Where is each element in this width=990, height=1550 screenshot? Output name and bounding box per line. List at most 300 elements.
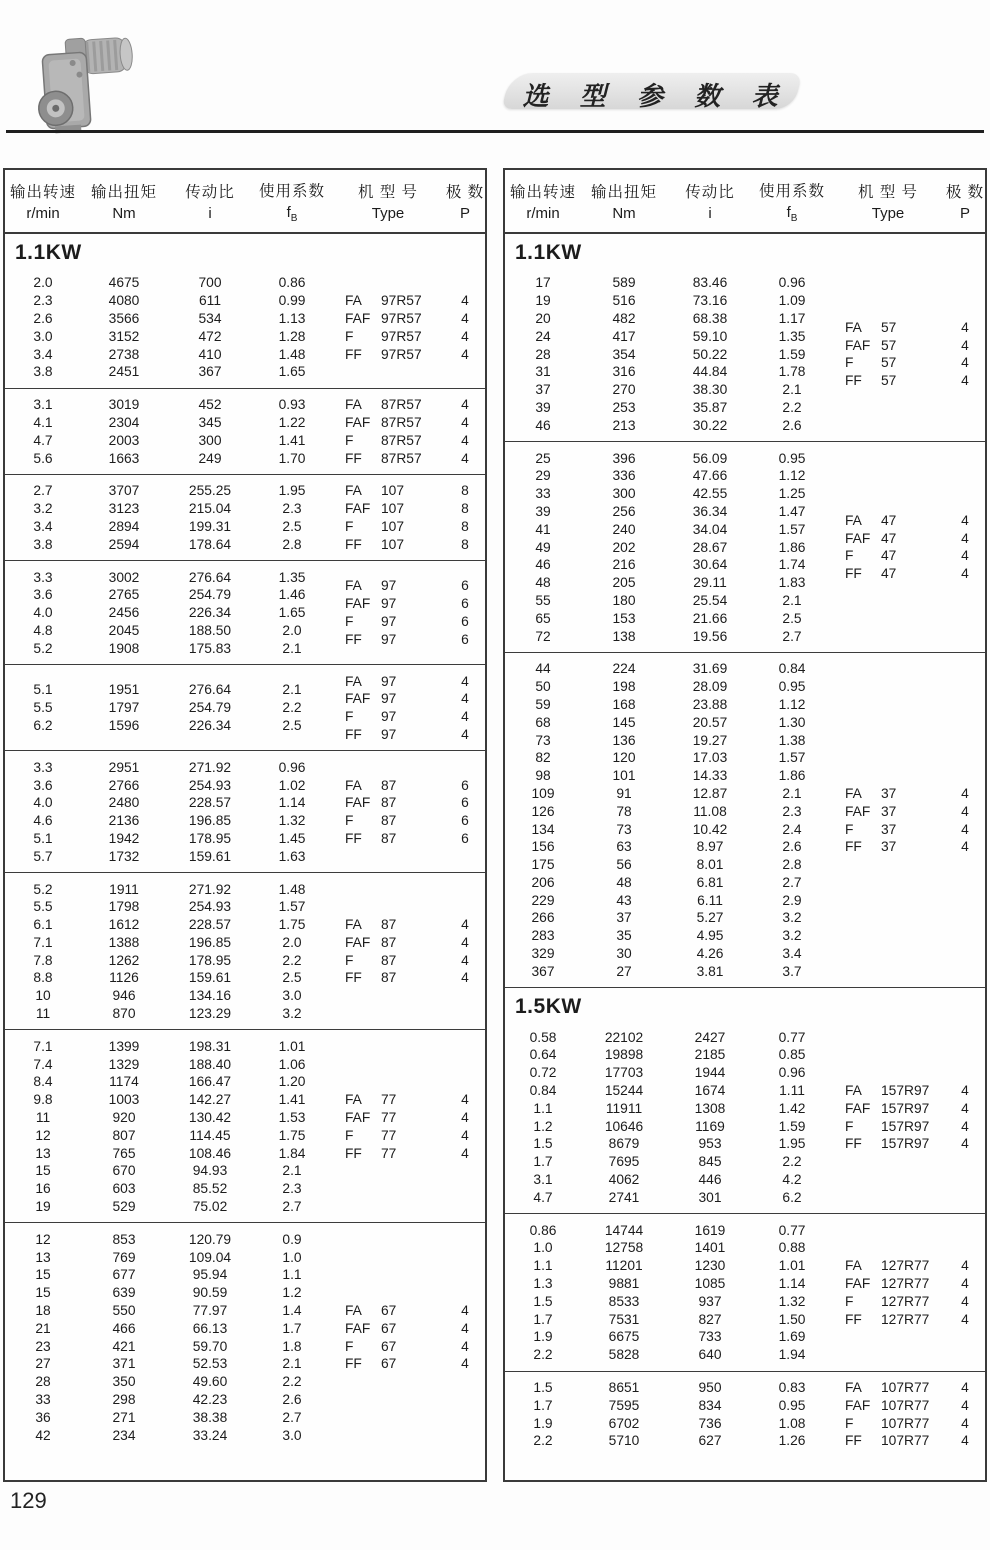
speed-cell: 2.2	[533, 1347, 553, 1363]
poles-cell: 4	[461, 414, 469, 430]
speed-cell: 65	[535, 610, 551, 626]
fb-cell: 1.65	[278, 364, 306, 380]
ratio-cell: 6.11	[697, 892, 723, 908]
table-row	[505, 449, 831, 467]
rows-group	[5, 681, 331, 734]
speed-cell: 46	[535, 417, 551, 433]
fb-cell: 1.59	[778, 346, 806, 362]
type-model: 97	[381, 691, 397, 707]
fb-cell: 2.5	[282, 518, 302, 534]
torque-cell: 198	[612, 679, 636, 695]
ratio-cell: 20.57	[692, 714, 728, 730]
type-row	[331, 414, 485, 432]
speed-cell: 2.3	[33, 293, 53, 309]
speed-cell: 82	[535, 750, 551, 766]
table-row	[505, 520, 831, 538]
torque-cell: 1174	[109, 1074, 139, 1090]
type-prefix: F	[845, 548, 854, 564]
speed-cell: 10	[35, 988, 51, 1004]
speed-cell: 12	[35, 1231, 51, 1247]
table-row	[5, 1373, 331, 1391]
speed-cell: 266	[531, 910, 555, 926]
speed-cell: 7.1	[33, 934, 53, 950]
table-row	[505, 1239, 831, 1257]
type-prefix: FF	[845, 373, 862, 389]
ratio-cell: 90.59	[192, 1285, 228, 1301]
ratio-cell: 56.09	[692, 450, 728, 466]
type-prefix: FF	[345, 726, 362, 742]
fb-cell: 2.2	[782, 399, 802, 415]
header-label-zh: 传动比	[685, 184, 735, 201]
torque-cell: 1612	[108, 917, 140, 933]
type-model: 107	[381, 501, 405, 517]
type-prefix: FA	[845, 785, 862, 801]
torque-cell: 350	[112, 1374, 136, 1390]
type-prefix: FAF	[845, 337, 871, 353]
type-model: 87R57	[381, 450, 422, 466]
type-group	[331, 396, 485, 467]
table-row	[5, 1109, 331, 1127]
type-row	[331, 1302, 485, 1320]
poles-cell: 4	[961, 785, 969, 801]
ratio-cell: 228.57	[188, 795, 232, 811]
speed-cell: 206	[531, 874, 555, 890]
poles-cell: 4	[461, 1092, 469, 1108]
fb-cell: 1.32	[778, 1293, 806, 1309]
type-model: 77	[381, 1145, 397, 1161]
speed-cell: 126	[531, 803, 555, 819]
type-prefix: F	[345, 518, 354, 534]
torque-cell: 639	[112, 1285, 136, 1301]
ratio-cell: 950	[698, 1380, 722, 1396]
ratio-cell: 83.46	[692, 275, 728, 291]
data-block	[5, 267, 485, 388]
torque-cell: 6702	[608, 1415, 640, 1431]
fb-cell: 1.2	[282, 1285, 302, 1301]
torque-cell: 2003	[108, 432, 140, 448]
poles-cell: 6	[461, 777, 469, 793]
header-col-0	[5, 170, 81, 232]
speed-cell: 25	[535, 450, 551, 466]
type-row	[831, 1292, 985, 1310]
torque-cell: 336	[612, 468, 636, 484]
type-row	[331, 951, 485, 969]
speed-cell: 29	[535, 468, 551, 484]
ratio-cell: 226.34	[188, 605, 232, 621]
type-prefix: FA	[345, 397, 362, 413]
table-row	[5, 327, 331, 345]
type-model: 157R97	[881, 1136, 930, 1152]
type-row	[331, 1109, 485, 1127]
type-row	[331, 672, 485, 690]
torque-cell: 240	[612, 521, 636, 537]
speed-cell: 6.2	[33, 718, 53, 734]
table-row	[5, 812, 331, 830]
table-row	[5, 1198, 331, 1216]
table-row	[505, 802, 831, 820]
ratio-cell: 2185	[694, 1047, 726, 1063]
speed-cell: 0.84	[529, 1083, 557, 1099]
type-prefix: FF	[845, 566, 862, 582]
torque-cell: 2765	[108, 587, 140, 603]
table-row	[5, 951, 331, 969]
table-row	[505, 1135, 831, 1153]
torque-cell: 603	[112, 1181, 136, 1197]
fb-cell: 1.57	[278, 899, 306, 915]
type-group	[331, 916, 485, 987]
type-model: 107R77	[881, 1415, 930, 1431]
type-prefix: FAF	[845, 1276, 871, 1292]
table-row	[5, 1355, 331, 1373]
type-model: 87R57	[381, 432, 422, 448]
speed-cell: 3.4	[33, 518, 53, 534]
fb-cell: 1.69	[778, 1329, 806, 1345]
type-row	[331, 613, 485, 631]
table-row	[5, 1144, 331, 1162]
speed-cell: 367	[531, 963, 555, 979]
table-row	[505, 592, 831, 610]
data-block	[505, 441, 985, 652]
torque-cell: 11201	[605, 1258, 643, 1274]
type-row	[331, 1144, 485, 1162]
rows-group	[5, 274, 331, 381]
ratio-cell: 134.16	[188, 988, 232, 1004]
ratio-cell: 301	[698, 1189, 722, 1205]
ratio-cell: 188.50	[188, 622, 232, 638]
type-model: 37	[881, 785, 897, 801]
table-row	[505, 678, 831, 696]
torque-cell: 78	[616, 803, 632, 819]
speed-cell: 19	[35, 1199, 51, 1215]
poles-cell: 6	[461, 596, 469, 612]
ratio-cell: 49.60	[192, 1374, 228, 1390]
header-label-zh: 使用系数	[758, 182, 825, 200]
torque-cell: 7695	[608, 1154, 640, 1170]
ratio-cell: 188.40	[188, 1056, 232, 1072]
fb-cell: 2.0	[282, 934, 302, 950]
type-prefix: FA	[345, 673, 362, 689]
fb-cell: 1.48	[278, 346, 306, 362]
gearmotor-image	[28, 22, 148, 140]
table-row	[5, 518, 331, 536]
table-row	[505, 1117, 831, 1135]
rows-group	[5, 482, 331, 553]
type-row	[331, 310, 485, 328]
fb-cell: 2.7	[282, 1199, 302, 1215]
torque-cell: 138	[612, 628, 636, 644]
fb-cell: 1.70	[278, 450, 306, 466]
fb-cell: 1.86	[778, 768, 806, 784]
speed-cell: 5.1	[33, 682, 53, 698]
type-row	[831, 318, 985, 336]
type-model: 67	[381, 1338, 397, 1354]
table-row	[505, 327, 831, 345]
fb-cell: 1.32	[278, 813, 306, 829]
data-block	[505, 652, 985, 987]
ratio-cell: 2427	[694, 1029, 726, 1045]
poles-cell: 6	[461, 830, 469, 846]
ratio-cell: 367	[198, 364, 222, 380]
table-row	[505, 767, 831, 785]
poles-cell: 6	[461, 631, 469, 647]
type-prefix: FF	[845, 1311, 862, 1327]
torque-cell: 1262	[108, 952, 140, 968]
table-row	[505, 1171, 831, 1189]
table-row	[505, 696, 831, 714]
table-row	[505, 1064, 831, 1082]
fb-cell: 2.2	[282, 952, 302, 968]
fb-cell: 1.74	[778, 557, 806, 573]
fb-cell: 2.3	[782, 803, 802, 819]
ratio-cell: 17.03	[692, 750, 728, 766]
type-row	[331, 292, 485, 310]
type-row	[831, 1396, 985, 1414]
type-group	[331, 577, 485, 648]
type-prefix: FA	[345, 578, 362, 594]
type-row	[331, 577, 485, 595]
type-row	[331, 431, 485, 449]
torque-cell: 2741	[608, 1189, 640, 1205]
poles-cell: 4	[961, 1083, 969, 1099]
poles-cell: 4	[461, 970, 469, 986]
fb-cell: 3.0	[282, 1427, 302, 1443]
torque-cell: 270	[612, 382, 636, 398]
speed-cell: 2.6	[33, 310, 53, 326]
table-row	[5, 898, 331, 916]
torque-cell: 1003	[108, 1092, 140, 1108]
speed-cell: 3.8	[33, 536, 53, 552]
ratio-cell: 114.45	[189, 1127, 231, 1143]
fb-cell: 3.2	[282, 1006, 302, 1022]
torque-cell: 2738	[108, 346, 140, 362]
speed-cell: 4.1	[33, 414, 53, 430]
type-group	[331, 482, 485, 553]
speed-cell: 283	[531, 928, 555, 944]
type-group	[831, 511, 985, 582]
ratio-cell: 611	[199, 293, 221, 309]
ratio-cell: 228.57	[188, 917, 232, 933]
ratio-cell: 199.31	[188, 518, 232, 534]
type-model: 57	[881, 337, 897, 353]
torque-cell: 9881	[608, 1276, 640, 1292]
table-row	[5, 1180, 331, 1198]
rows-group	[5, 396, 331, 467]
ratio-cell: 36.34	[692, 503, 728, 519]
torque-cell: 213	[612, 417, 636, 433]
ratio-cell: 8.01	[696, 857, 724, 873]
type-prefix: FF	[345, 450, 362, 466]
header-unit: r/min	[26, 205, 60, 222]
poles-cell: 4	[961, 1100, 969, 1116]
ratio-cell: 254.79	[188, 700, 232, 716]
torque-cell: 1911	[109, 881, 139, 897]
ratio-cell: 142.27	[188, 1092, 232, 1108]
type-prefix: FA	[845, 319, 862, 335]
table-row	[505, 1328, 831, 1346]
type-row	[331, 482, 485, 500]
fb-cell: 2.0	[282, 622, 302, 638]
type-model: 127R77	[881, 1258, 930, 1274]
ratio-cell: 1944	[694, 1065, 726, 1081]
fb-cell: 2.3	[282, 501, 302, 517]
table-row	[5, 776, 331, 794]
torque-cell: 3019	[108, 397, 140, 413]
type-prefix: F	[845, 355, 854, 371]
type-model: 97	[381, 726, 397, 742]
fb-cell: 1.46	[278, 587, 306, 603]
type-prefix: FF	[345, 1356, 362, 1372]
table-row	[505, 1292, 831, 1310]
fb-cell: 1.02	[278, 777, 306, 793]
header-col-5	[945, 170, 985, 232]
ratio-cell: 1230	[694, 1258, 726, 1274]
fb-cell: 1.83	[778, 575, 806, 591]
ratio-cell: 700	[198, 275, 222, 291]
table-row	[5, 1126, 331, 1144]
torque-cell: 1908	[108, 640, 140, 656]
rows-group	[5, 880, 331, 1022]
left-table-body	[5, 234, 485, 1451]
fb-cell: 1.35	[778, 328, 806, 344]
torque-cell: 4675	[108, 275, 140, 291]
fb-cell: 1.95	[278, 483, 306, 499]
selection-table-left	[3, 168, 487, 1482]
fb-cell: 1.22	[278, 414, 306, 430]
table-row	[505, 856, 831, 874]
torque-cell: 22102	[604, 1029, 644, 1045]
speed-cell: 48	[535, 575, 551, 591]
header-unit: Nm	[112, 205, 136, 222]
speed-cell: 2.2	[533, 1433, 553, 1449]
fb-cell: 2.8	[782, 857, 802, 873]
ratio-cell: 35.87	[692, 399, 728, 415]
fb-cell: 1.0	[282, 1249, 302, 1265]
table-row	[5, 1005, 331, 1023]
speed-cell: 5.2	[33, 640, 53, 656]
table-row	[505, 1221, 831, 1239]
type-row	[831, 785, 985, 803]
table-row	[505, 891, 831, 909]
torque-cell: 8679	[608, 1136, 640, 1152]
type-model: 127R77	[881, 1276, 930, 1292]
ratio-cell: 410	[198, 346, 222, 362]
type-model: 97R57	[381, 328, 422, 344]
torque-cell: 48	[616, 874, 632, 890]
type-model: 37	[881, 803, 897, 819]
fb-cell: 1.08	[778, 1415, 806, 1431]
ratio-cell: 1401	[694, 1240, 726, 1256]
type-row	[331, 916, 485, 934]
fb-cell: 0.96	[778, 275, 806, 291]
speed-cell: 4.7	[533, 1189, 553, 1205]
torque-cell: 853	[112, 1231, 136, 1247]
speed-cell: 4.7	[33, 432, 53, 448]
torque-cell: 870	[112, 1006, 136, 1022]
poles-cell: 4	[961, 1136, 969, 1152]
selection-table-right	[503, 168, 987, 1482]
ratio-cell: 25.54	[692, 592, 728, 608]
speed-cell: 15	[35, 1267, 51, 1283]
poles-cell: 6	[461, 614, 469, 630]
rows-group	[5, 758, 331, 865]
table-row	[5, 699, 331, 717]
ratio-cell: 300	[198, 432, 222, 448]
type-prefix: F	[845, 821, 854, 837]
speed-cell: 13	[35, 1249, 51, 1265]
poles-cell: 4	[961, 1118, 969, 1134]
speed-cell: 42	[35, 1427, 51, 1443]
type-model: 87	[381, 795, 397, 811]
fb-cell: 1.09	[778, 293, 806, 309]
table-row	[5, 568, 331, 586]
torque-cell: 2894	[108, 518, 140, 534]
torque-cell: 550	[112, 1303, 136, 1319]
ratio-cell: 94.93	[192, 1163, 228, 1179]
torque-cell: 234	[112, 1427, 136, 1443]
type-model: 97R57	[381, 293, 422, 309]
fb-cell: 2.1	[282, 640, 302, 656]
poles-cell: 4	[461, 450, 469, 466]
type-row	[831, 565, 985, 583]
ratio-cell: 109.04	[188, 1249, 232, 1265]
type-prefix: F	[345, 432, 354, 448]
speed-cell: 72	[535, 628, 551, 644]
torque-cell: 153	[612, 610, 636, 626]
ratio-cell: 1169	[695, 1118, 725, 1134]
torque-cell: 271	[112, 1409, 136, 1425]
table-row	[505, 399, 831, 417]
type-prefix: FA	[345, 1092, 362, 1108]
table-row	[505, 363, 831, 381]
speed-cell: 33	[35, 1392, 51, 1408]
ratio-cell: 215.04	[188, 501, 232, 517]
fb-cell: 3.7	[782, 963, 802, 979]
header-rule	[6, 130, 984, 133]
type-row	[331, 449, 485, 467]
poles-cell: 4	[461, 709, 469, 725]
table-row	[5, 274, 331, 292]
type-row	[831, 511, 985, 529]
speed-cell: 73	[535, 732, 551, 748]
ratio-cell: 254.79	[188, 587, 232, 603]
type-model: 127R77	[881, 1293, 930, 1309]
torque-cell: 1399	[108, 1038, 140, 1054]
type-row	[831, 1117, 985, 1135]
table-row	[505, 1099, 831, 1117]
poles-cell: 8	[461, 536, 469, 552]
ratio-cell: 68.38	[692, 310, 728, 326]
type-group	[831, 1379, 985, 1450]
table-row	[5, 414, 331, 432]
ratio-cell: 226.34	[188, 718, 232, 734]
table-row	[505, 1432, 831, 1450]
table-row	[5, 622, 331, 640]
type-prefix: FA	[345, 917, 362, 933]
ratio-cell: 937	[698, 1293, 722, 1309]
ratio-cell: 1085	[694, 1276, 726, 1292]
ratio-cell: 178.95	[188, 952, 232, 968]
type-row	[331, 1355, 485, 1373]
type-prefix: FAF	[845, 1100, 871, 1116]
type-row	[831, 838, 985, 856]
ratio-cell: 271.92	[188, 759, 232, 775]
ratio-cell: 47.66	[692, 468, 728, 484]
ratio-cell: 159.61	[188, 848, 232, 864]
header-unit: i	[708, 205, 712, 222]
torque-cell: 11911	[605, 1100, 643, 1116]
type-row	[831, 1379, 985, 1397]
type-prefix: FAF	[345, 1110, 371, 1126]
